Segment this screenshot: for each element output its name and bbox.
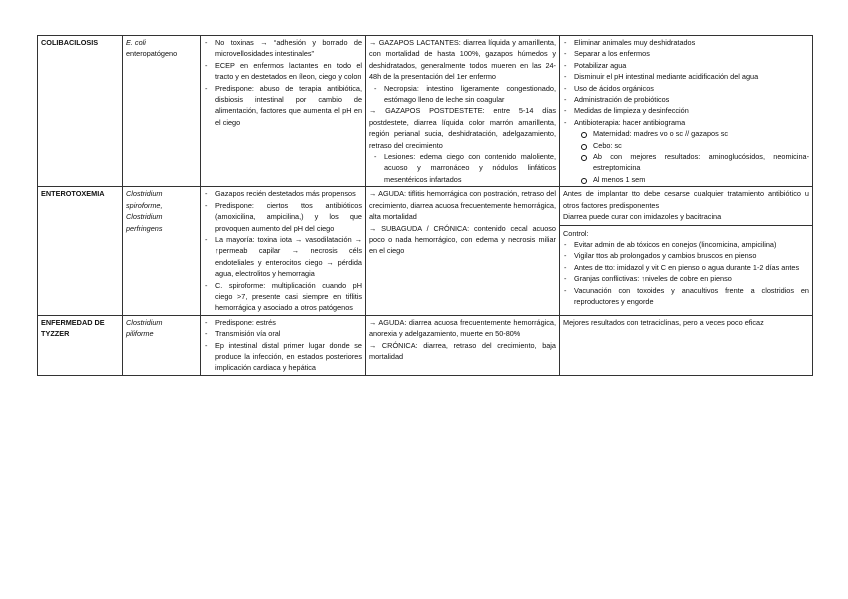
list-item: - Vigilar ttos ab prolongados y cambios bruscos en pienso	[563, 250, 809, 261]
agent-line: piliforme	[126, 329, 154, 339]
causal-agent	[123, 187, 201, 315]
clinical-cell	[366, 187, 560, 315]
agent-line: Clostridium	[126, 189, 163, 199]
list-item: - Antes de tto: imidazol y vit C en pienso o agua durante 1-2 días antes	[563, 262, 809, 273]
agent-line: perfringens	[126, 223, 163, 233]
list-item: - Potabilizar agua	[563, 60, 809, 71]
pathogenesis-cell	[201, 36, 366, 187]
pathogenesis-cell	[201, 187, 366, 315]
clinical-paragraph: → AGUDA: tiflitis hemorrágica con postración, retraso del crecimiento, diarrea acuosa frecuentemente hemorrágica, alta mortalidad	[369, 189, 556, 222]
agent-line: Clostridium	[126, 212, 163, 222]
list-item: - Medidas de limpieza y desinfección	[563, 105, 809, 116]
list-item: - Administración de probióticos	[563, 94, 809, 105]
disease-name: ENTEROTOXEMIA	[38, 187, 123, 315]
pathogenesis-cell	[201, 315, 366, 375]
list-item: - No toxinas → “adhesión y borrado de microvellosidades intestinales”	[204, 37, 362, 60]
list-item: - Ep intestinal distal primer lugar donde se produce la infección, en estados posteriores implicación cardiaca y hepática	[204, 340, 362, 374]
clinical-paragraph: → AGUDA: diarrea acuosa frecuentemente hemorrágica, anorexia y adelgazamiento, muerte en 50-80%	[369, 317, 556, 339]
list-item: - Predispone: estrés	[204, 317, 362, 328]
causal-agent	[123, 36, 201, 187]
clinical-paragraph: → CRÓNICA: diarrea, retraso del crecimiento, baja mortalidad	[369, 340, 556, 361]
disease-name: ENFERMEDAD DE TYZZER	[38, 315, 123, 375]
list-item: - Separar a los enfermos	[563, 48, 809, 59]
list-item: - Evitar admin de ab tóxicos en conejos (lincomicina, ampicilina)	[563, 239, 809, 250]
list-item: - C. spiroforme: multiplicación cuando pH ciego >7, presente casi siempre en tiflitis hemorrágica y asociado a otros patógenos	[204, 280, 362, 314]
list-item: Ab con mejores resultados: aminoglucósidos, neomicina-estreptomicina	[563, 151, 809, 174]
list-item: Maternidad: madres vo o sc // gazapos sc	[563, 128, 809, 139]
treatment-paragraph: Diarrea puede curar con imidazoles y bacitracina	[563, 212, 722, 222]
table-row	[38, 187, 813, 315]
list-item: - ECEP en enfermos lactantes en todo el tracto y en destetados en íleon, ciego y colon	[204, 60, 362, 83]
list-item: - Predispone: ciertos ttos antibióticos (amoxicilina, ampicilina,) y los que provoquen aumento del pH del ciego	[204, 200, 362, 234]
disease-name: COLIBACILOSIS	[38, 36, 123, 187]
list-item: - Disminuir el pH intestinal mediante acidificación del agua	[563, 71, 809, 82]
clinical-cell	[366, 36, 560, 187]
clinical-paragraph: → GAZAPOS POSTDESTETE: entre 5-14 días postdestete, diarrea líquida color marrón amarillenta, región perianal sucia, deshidratación, adelgazamiento, retraso del crecimiento	[369, 106, 556, 150]
treatment-cell	[560, 315, 813, 375]
clinical-cell	[366, 315, 560, 375]
list-item: - Necropsia: intestino ligeramente congestionado, estómago lleno de leche sin coagular	[369, 83, 556, 106]
list-item: - Granjas conflictivas: ↑niveles de cobre en pienso	[563, 273, 809, 284]
table-row	[38, 36, 813, 187]
treatment-cell	[560, 36, 813, 187]
clinical-paragraph: → SUBAGUDA / CRÓNICA: contenido cecal acuoso poco o nada hemorrágico, con edema y necrosis miliar en el ciego	[369, 223, 556, 256]
list-item: - Antibioterapia: hacer antibiograma	[563, 117, 809, 128]
list-item: - La mayoría: toxina iota → vasodilatación → ↑permeab capilar → necrosis céls endoteliales y enterocitos ciego → pérdida agua, electrolitos y hemorragia	[204, 234, 362, 280]
list-item: Cebo: sc	[563, 140, 809, 151]
list-item: Al menos 1 sem	[563, 174, 809, 185]
agent-line: Clostridium	[126, 317, 163, 327]
causal-agent	[123, 315, 201, 375]
list-item: - Eliminar animales muy deshidratados	[563, 37, 809, 48]
list-item: - Uso de ácidos orgánicos	[563, 83, 809, 94]
agent-line: spiroforme,	[126, 200, 163, 210]
treatment-cell	[560, 187, 813, 315]
agent-line: E. coli	[126, 38, 146, 47]
disease-table	[37, 35, 813, 376]
list-item: - Vacunación con toxoides y anacultivos frente a clostridios en reproductores y engorde	[563, 285, 809, 308]
treatment-paragraph: Mejores resultados con tetraciclinas, pero a veces poco eficaz	[563, 317, 764, 327]
treatment-paragraph: Antes de implantar tto debe cesarse cualquier tratamiento antibiótico u otros factores predisponentes	[563, 189, 809, 210]
agent-line: enteropatógeno	[126, 49, 178, 59]
list-item: - Predispone: abuso de terapia antibiótica, disbiosis intestinal por cambio de alimentación, factores que aumenta el pH en el ciego	[204, 83, 362, 129]
list-item: - Transmisión vía oral	[204, 328, 362, 339]
table-row	[38, 315, 813, 375]
control-section	[560, 225, 812, 308]
list-item: - Gazapos recién destetados más propensos	[204, 188, 362, 199]
list-item: - Lesiones: edema ciego con contenido maloliente, acuoso y marronáceo y nódulos linfáticos mesentéricos infartados	[369, 151, 556, 185]
control-title: Control:	[563, 228, 589, 238]
clinical-paragraph: → GAZAPOS LACTANTES: diarrea líquida y amarillenta, con mortalidad de hasta 100%, gazapos húmedos y deshidratados, generalmente todos mueren en las 24-48h de la presentación del 1er enfermo	[369, 38, 556, 82]
